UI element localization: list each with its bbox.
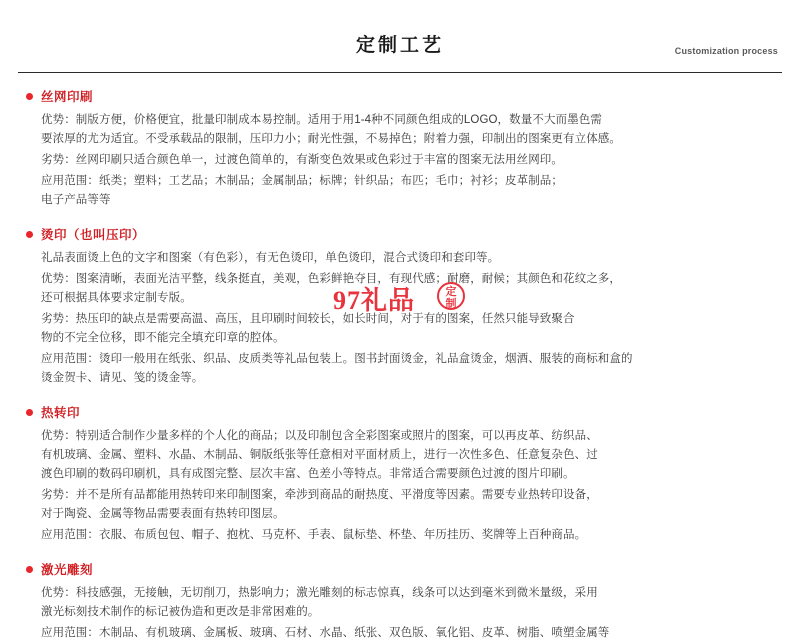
bullet-icon — [26, 409, 33, 416]
section-title: 烫印（也叫压印） — [41, 228, 146, 242]
text-line: 烫金贺卡、请见、笺的烫金等。 — [41, 372, 204, 384]
text-line: 渡色印刷的数码印刷机，具有成图完整、层次丰富、色差小等特点。非常适合需要颜色过渡的图片印刷。 — [41, 468, 575, 480]
text-line: 优势：制版方便，价格便宜，批量印制成本易控制。适用于用1-4种不同颜色组成的LOGO，数量不大而墨色需 — [41, 114, 602, 126]
text-line: 礼品表面烫上色的文字和图案（有色彩），有无色烫印，单色烫印，混合式烫印和套印等。 — [41, 252, 500, 264]
page-title: 定制工艺 — [355, 35, 444, 56]
section-block — [26, 527, 774, 544]
text-line: 优势：科技感强，无接触，无切削刀，热影响力；激光雕刻的标志惊真，线条可以达到毫米到微米量级，采用 — [41, 587, 598, 599]
text-line: 激光标刻技术制作的标记被伪造和更改是非常困难的。 — [41, 606, 320, 618]
section-laser-engraving — [26, 560, 774, 642]
page-header — [0, 0, 800, 72]
text-line: 物的不完全位移，即不能完全填充印章的腔体。 — [41, 332, 285, 344]
section-hot-stamping — [26, 225, 774, 387]
text-line: 对于陶瓷、金属等物品需要表面有热转印图层。 — [41, 508, 285, 520]
section-block — [26, 487, 774, 523]
text-line: 劣势：热压印的缺点是需要高温、高压，且印刷时间较长，如长时间，对于有的图案，任然只能导致聚合 — [41, 313, 575, 325]
section-header — [26, 87, 774, 105]
section-block — [26, 112, 774, 148]
section-block — [26, 173, 774, 209]
section-silkscreen — [26, 87, 774, 209]
section-block — [26, 351, 774, 387]
section-block — [26, 250, 774, 267]
bullet-icon — [26, 93, 33, 100]
section-title: 热转印 — [41, 406, 81, 420]
bullet-icon — [26, 566, 33, 573]
text-line: 应用范围：木制品、有机玻璃、金属板、玻璃、石材、水晶、纸张、双色版、氧化铝、皮革、树脂、喷塑金属等 — [41, 627, 610, 639]
section-block — [26, 428, 774, 483]
text-line: 要浓厚的尤为适宜。不受承载品的限制，压印力小；耐光性强，不易掉色；附着力强，印制出的图案更有立体感。 — [41, 133, 621, 145]
section-block — [26, 585, 774, 621]
text-line: 优势：图案清晰，表面光洁平整，线条挺直，美观，色彩鲜艳夺目，有现代感；耐磨，耐候；其颜色和花纹之多， — [41, 273, 621, 285]
watermark-badge-line2: 制 — [445, 298, 457, 310]
section-header — [26, 225, 774, 243]
text-line: 劣势：并不是所有品都能用热转印来印制图案，牵涉到商品的耐热度、平滑度等因素。需要专业热转印设备， — [41, 489, 598, 501]
text-line: 应用范围：纸类；塑料；工艺品；木制品；金属制品；标牌；针织品；布匹；毛巾；衬衫；皮革制品； — [41, 175, 563, 187]
text-line: 优势：特别适合制作少量多样的个人化的商品；以及印制包含全彩图案或照片的图案，可以再皮革、纺织品、 — [41, 430, 598, 442]
text-line: 还可根据具体要求定制专版。 — [41, 292, 192, 304]
text-line: 应用范围：烫印一般用在纸张、织品、皮质类等礼品包装上。图书封面烫金，礼品盒烫金，烟酒、服装的商标和盒的 — [41, 353, 633, 365]
section-block — [26, 271, 774, 307]
bullet-icon — [26, 231, 33, 238]
watermark-badge-line1: 定 — [445, 286, 457, 298]
watermark-text: 97礼品 — [333, 286, 416, 315]
section-block — [26, 311, 774, 347]
section-header — [26, 560, 774, 578]
section-heat-transfer — [26, 403, 774, 544]
text-line: 有机玻璃、金属、塑料、水晶、木制品、铜版纸张等任意相对平面材质上，进行一次性多色、任意复杂色、过 — [41, 449, 598, 461]
section-header — [26, 403, 774, 421]
text-line: 劣势：丝网印刷只适合颜色单一，过渡色简单的，有渐变色效果或色彩过于丰富的图案无法用丝网印。 — [41, 154, 563, 166]
section-block — [26, 152, 774, 169]
page-subtitle: Customization process — [674, 46, 778, 56]
text-line: 应用范围：衣服、布质包包、帽子、抱枕、马克杯、手表、鼠标垫、杯垫、年历挂历、奖牌等上百种商品。 — [41, 529, 587, 541]
section-title: 丝网印刷 — [41, 90, 94, 104]
text-line: 电子产品等等 — [41, 194, 111, 206]
section-block — [26, 625, 774, 642]
section-title: 激光雕刻 — [41, 563, 94, 577]
sections-container — [0, 73, 800, 642]
